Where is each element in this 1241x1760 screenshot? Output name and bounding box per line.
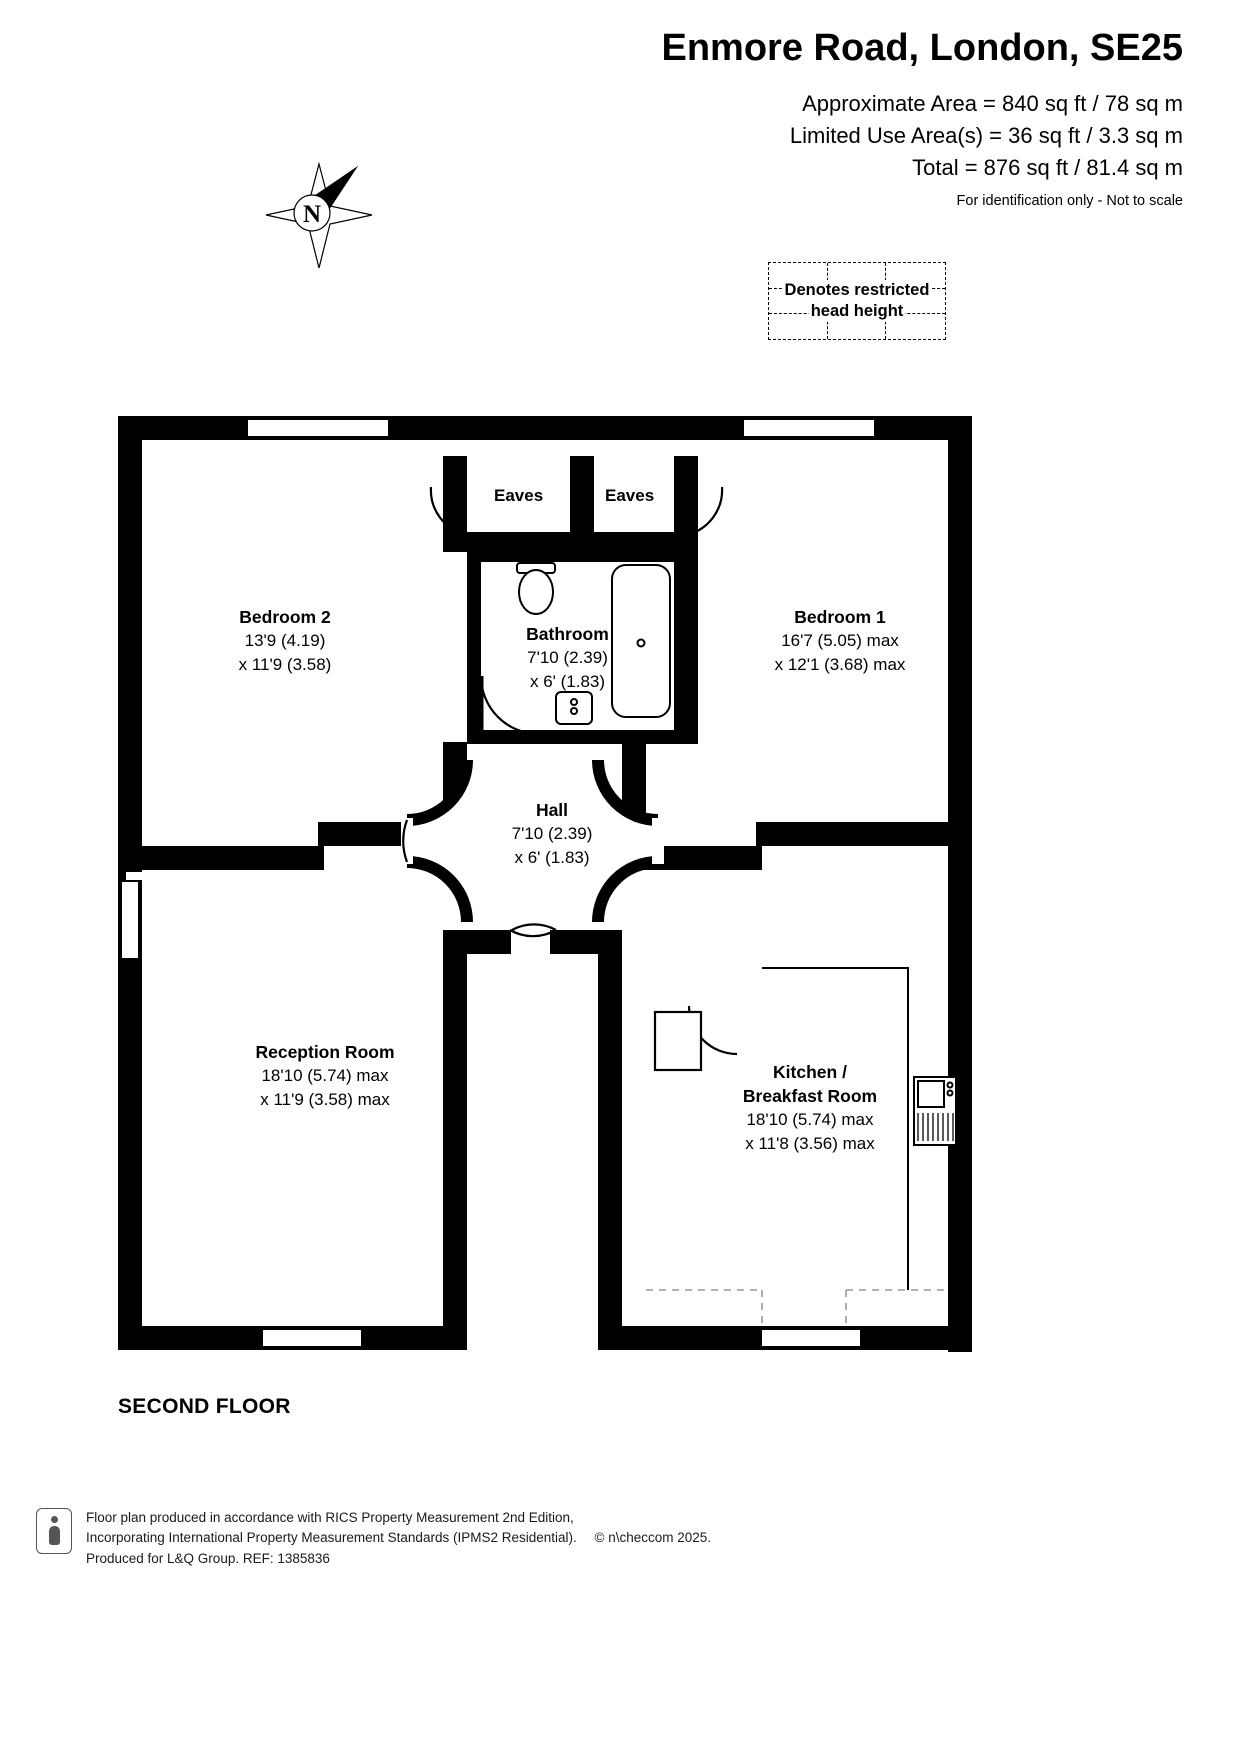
disclaimer-text: For identification only - Not to scale <box>956 193 1183 210</box>
room-label-hall <box>462 798 642 869</box>
eaves-label-left: Eaves <box>494 486 544 505</box>
room-dim-2: x 11'9 (3.58) <box>238 654 332 674</box>
compass-north-letter: N <box>302 201 322 228</box>
room-label-bedroom-1 <box>715 605 965 676</box>
key-label-line1: Denotes restricted <box>783 280 932 301</box>
footer-block <box>36 1508 1136 1569</box>
room-name: Hall <box>535 800 569 820</box>
room-dim-2: x 11'9 (3.58) max <box>260 1089 390 1109</box>
room-dim-2: x 12'1 (3.68) max <box>774 654 906 674</box>
wc-pan-icon <box>519 570 553 614</box>
total-area-text: Total = 876 sq ft / 81.4 sq m <box>912 154 1183 180</box>
room-label-bathroom <box>470 622 665 693</box>
room-name-line2: Breakfast Room <box>742 1086 878 1107</box>
room-label-bedroom-2 <box>180 605 390 676</box>
room-name: Reception Room <box>255 1042 395 1062</box>
person-badge-icon <box>36 1508 72 1554</box>
key-label-line2: head height <box>809 301 906 322</box>
room-name: Bathroom <box>526 624 609 644</box>
room-name: Bedroom 1 <box>794 607 886 627</box>
eaves-label-right: Eaves <box>605 486 655 505</box>
limited-use-area-text: Limited Use Area(s) = 36 sq ft / 3.3 sq m <box>789 122 1183 148</box>
room-name: Bedroom 2 <box>239 607 331 627</box>
restricted-head-height-areas <box>646 1290 948 1326</box>
footer-line-3: Produced for L&Q Group. REF: 1385836 <box>86 1550 330 1566</box>
room-dim-2: x 6' (1.83) <box>529 671 606 691</box>
room-name: Kitchen / <box>773 1062 847 1082</box>
room-label-kitchen-breakfast-room <box>680 1060 940 1155</box>
room-dim-1: 16'7 (5.05) max <box>781 631 899 651</box>
footer-line-2-wrap <box>86 1528 711 1548</box>
room-dim-1: 7'10 (2.39) <box>511 824 593 844</box>
room-dim-2: x 6' (1.83) <box>514 847 590 867</box>
room-dim-1: 18'10 (5.74) max <box>261 1066 389 1086</box>
footer-copyright: © n\checcom 2025. <box>594 1530 712 1546</box>
room-dim-1: 13'9 (4.19) <box>244 631 326 651</box>
room-dim-1: 7'10 (2.39) <box>527 648 608 668</box>
page-title: Enmore Road, London, SE25 <box>661 27 1183 69</box>
footer-line-1: Floor plan produced in accordance with RICS Property Measurement 2nd Edition, <box>86 1510 574 1525</box>
approximate-area-text: Approximate Area = 840 sq ft / 78 sq m <box>802 90 1183 116</box>
room-dim-1: 18'10 (5.74) max <box>746 1110 874 1130</box>
footer-line-2: Incorporating International Property Measurement Standards (IPMS2 Residential). <box>86 1530 577 1546</box>
footer-text <box>86 1508 711 1569</box>
room-dim-2: x 11'8 (3.56) max <box>745 1133 875 1153</box>
room-label-reception-room <box>185 1040 465 1111</box>
floor-caption: SECOND FLOOR <box>118 1395 291 1418</box>
